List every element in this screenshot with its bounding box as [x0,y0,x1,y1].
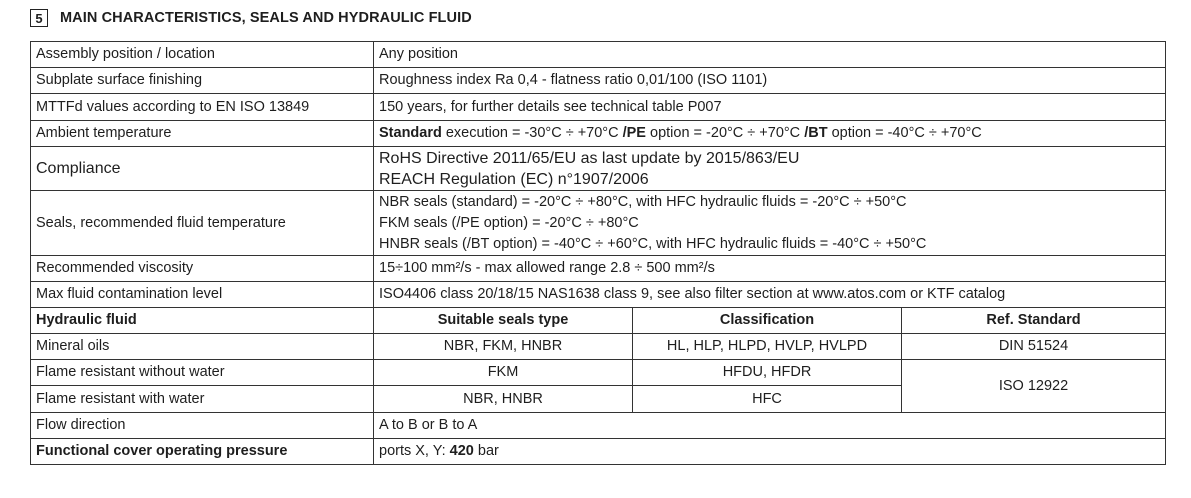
table-row [31,191,1166,256]
ambient-pe-text: option = -20°C ÷ +70°C [645,125,805,141]
header-classification: Classification [633,308,902,334]
table-row [31,42,1166,68]
row-label-assembly: Assembly position / location [31,42,374,68]
fluid-name: Flame resistant with water [31,386,374,413]
row-label-contamination: Max fluid contamination level [31,282,374,308]
row-label-ambient: Ambient temperature [31,121,374,147]
fluid-name: Mineral oils [31,334,374,360]
fluid-standard: DIN 51524 [902,334,1166,360]
fluid-seals: NBR, FKM, HNBR [374,334,633,360]
section-number-box: 5 [30,9,48,27]
table-row [31,68,1166,94]
compliance-line-2: REACH Regulation (EC) n°1907/2006 [379,170,649,188]
row-label-flow: Flow direction [31,413,374,439]
fluid-classification: HFC [633,386,902,413]
row-value-assembly: Any position [374,42,1166,68]
ambient-standard-text: execution = -30°C ÷ +70°C [441,125,623,141]
ambient-bt-bold: /BT [804,125,828,141]
row-label-subplate: Subplate surface finishing [31,68,374,94]
fluid-seals: NBR, HNBR [374,386,633,413]
fluid-name: Flame resistant without water [31,360,374,386]
section-title: MAIN CHARACTERISTICS, SEALS AND HYDRAULIC FLUID [60,10,472,26]
compliance-line-1: RoHS Directive 2011/65/EU as last update by 2015/863/EU [379,149,800,167]
table-row [31,413,1166,439]
fluid-seals: FKM [374,360,633,386]
ambient-pe-bold: /PE [622,125,646,141]
characteristics-table [30,41,1166,465]
row-label-compliance: Compliance [31,147,374,191]
header-ref-standard: Ref. Standard [902,308,1166,334]
table-row [31,439,1166,465]
seals-line-3: HNBR seals (/BT option) = -40°C ÷ +60°C, with HFC hydraulic fluids = -40°C ÷ +50°C [379,235,927,252]
fluid-classification: HFDU, HFDR [633,360,902,386]
row-value-pressure [374,439,1166,465]
fluid-row [31,360,1166,386]
pressure-value: 420 [449,443,474,459]
row-value-viscosity: 15÷100 mm²/s - max allowed range 2.8 ÷ 500 mm²/s [374,256,1166,282]
row-value-subplate: Roughness index Ra 0,4 - flatness ratio 0,01/100 (ISO 1101) [374,68,1166,94]
fluid-header-row [31,308,1166,334]
row-value-mttfd: 150 years, for further details see technical table P007 [374,94,1166,121]
fluid-classification: HL, HLP, HLPD, HVLP, HVLPD [633,334,902,360]
pressure-unit: bar [473,443,499,459]
header-suitable-seals: Suitable seals type [374,308,633,334]
row-value-compliance [374,147,1166,191]
row-label-viscosity: Recommended viscosity [31,256,374,282]
row-value-flow: A to B or B to A [374,413,1166,439]
section-header [30,8,472,28]
table-row [31,256,1166,282]
row-label-mttfd: MTTFd values according to EN ISO 13849 [31,94,374,121]
row-label-seals: Seals, recommended fluid temperature [31,191,374,256]
ambient-bt-text: option = -40°C ÷ +70°C [827,125,982,141]
ambient-standard-bold: Standard [379,125,442,141]
fluid-row [31,334,1166,360]
table-row [31,94,1166,121]
seals-line-2: FKM seals (/PE option) = -20°C ÷ +80°C [379,214,639,231]
row-value-ambient [374,121,1166,147]
table-row [31,147,1166,191]
row-value-contamination: ISO4406 class 20/18/15 NAS1638 class 9, see also filter section at www.atos.com or KTF catalog [374,282,1166,308]
row-value-seals [374,191,1166,256]
row-label-pressure: Functional cover operating pressure [31,439,374,465]
table-row [31,121,1166,147]
fluid-standard: ISO 12922 [902,360,1166,413]
pressure-prefix: ports X, Y: [379,443,450,459]
header-hydraulic-fluid: Hydraulic fluid [31,308,374,334]
seals-line-1: NBR seals (standard) = -20°C ÷ +80°C, with HFC hydraulic fluids = -20°C ÷ +50°C [379,193,907,210]
table-row [31,282,1166,308]
